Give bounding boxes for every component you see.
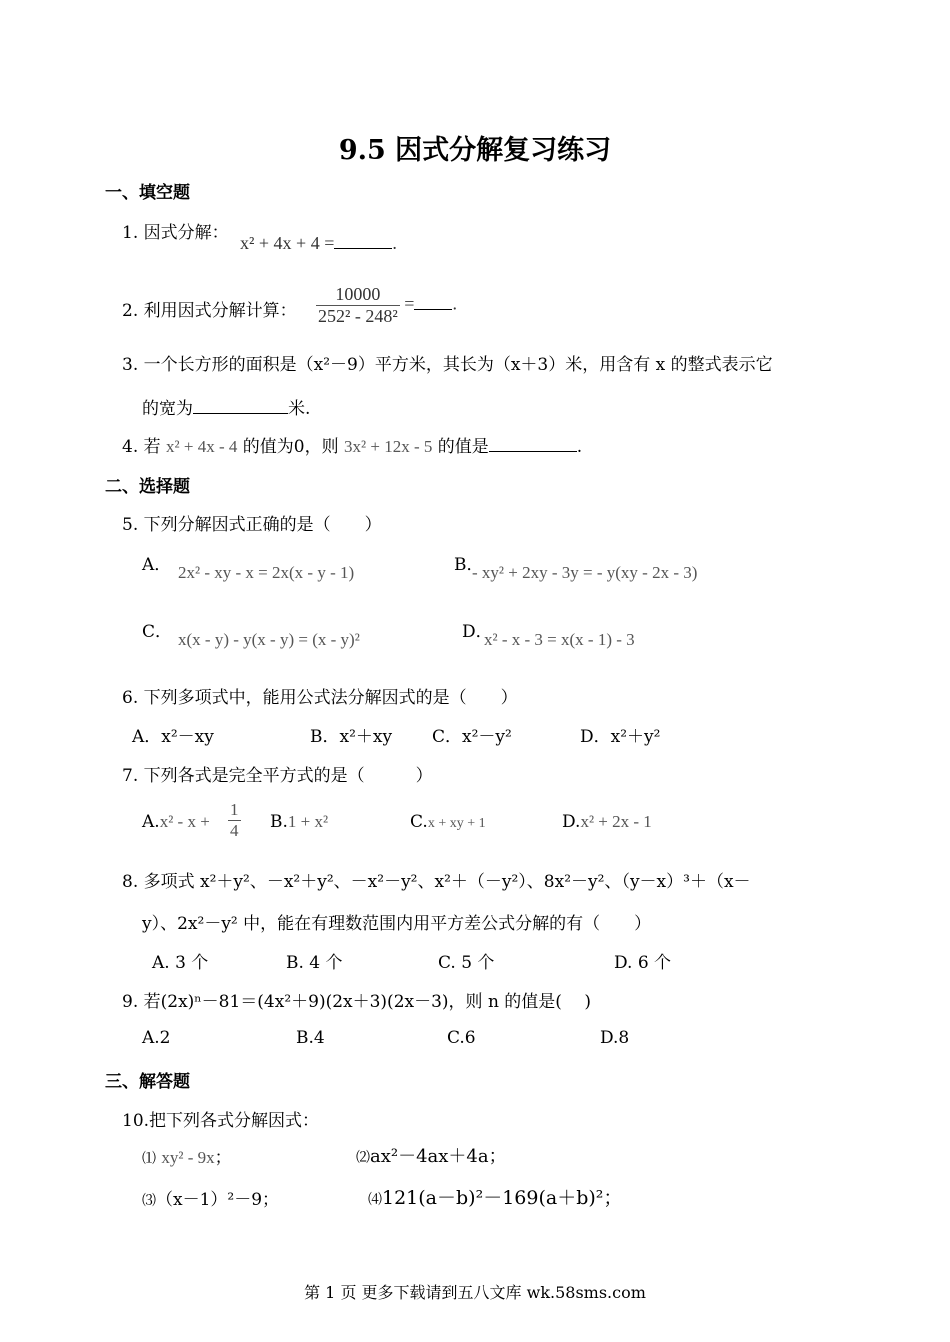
- question-6-stem: 6. 下列多项式中，能用公式法分解因式的是（ ）: [122, 688, 518, 708]
- question-5-option-d-label[interactable]: D．: [462, 622, 493, 642]
- question-7-option-a-expr: x² - x +: [159, 812, 210, 831]
- question-10-part-1-label: ⑴: [142, 1151, 156, 1167]
- question-7-option-c-label: C.: [410, 812, 428, 832]
- question-10-part-1-expr: xy² - 9x: [161, 1148, 215, 1167]
- question-1-expr-text: x² + 4x + 4 =: [240, 233, 335, 253]
- question-10-part-3: [142, 1185, 279, 1210]
- question-3-line-2-prefix: 的宽为: [142, 399, 193, 419]
- question-4-expression-2: 3x² + 12x - 5: [344, 437, 433, 456]
- question-4-answer-blank[interactable]: [489, 435, 577, 452]
- section-heading-multiple-choice: 二、选择题: [105, 477, 190, 497]
- question-9-option-b[interactable]: B.4: [296, 1028, 325, 1048]
- question-10-part-2-label: ⑵: [356, 1150, 370, 1166]
- section-heading-problems: 三、解答题: [105, 1072, 190, 1092]
- question-9-option-d[interactable]: D.8: [600, 1028, 630, 1048]
- question-5-option-b[interactable]: - xy² + 2xy - 3y = - y(xy - 2x - 3): [472, 563, 698, 582]
- question-8-option-a[interactable]: A. 3 个: [152, 953, 209, 973]
- question-1-suffix: .: [392, 233, 397, 253]
- question-9-option-a[interactable]: A.2: [142, 1028, 171, 1048]
- question-5-option-c-label[interactable]: C．: [142, 622, 173, 642]
- question-7-option-d-label: D.: [562, 812, 581, 832]
- question-4-prefix: 4. 若: [122, 437, 161, 457]
- question-2-suffix: .: [452, 293, 457, 314]
- question-5-stem: 5. 下列分解因式正确的是（ ）: [122, 515, 382, 535]
- question-10-part-2: [356, 1142, 507, 1168]
- question-7-option-b-label: B.: [270, 812, 288, 832]
- question-4-middle: 的值为0，则: [242, 437, 339, 457]
- question-10-part-4-label: ⑷: [368, 1192, 382, 1208]
- question-10-part-4-expr: 121(a－b)²－169(a＋b)²；: [382, 1187, 623, 1209]
- question-1-prefix: 1. 因式分解：: [122, 223, 229, 243]
- question-7-option-d[interactable]: [562, 812, 652, 832]
- question-3-answer-blank[interactable]: [193, 397, 288, 414]
- section-heading-fill-in: 一、填空题: [105, 183, 190, 203]
- question-8-line-2: y）、2x²－y² 中，能在有理数范围内用平方差公式分解的有（ ）: [142, 914, 652, 934]
- question-10-part-2-expr: ax²－4ax＋4a；: [370, 1146, 507, 1167]
- question-7-option-b-expr: 1 + x²: [287, 812, 329, 831]
- question-4-end: .: [576, 437, 583, 457]
- question-7-option-a[interactable]: [142, 812, 210, 832]
- question-4-expression-1: x² + 4x - 4: [166, 437, 238, 456]
- question-7-option-a-fraction: [228, 800, 241, 841]
- question-10-part-3-expr: （x－1）²－9；: [156, 1190, 280, 1210]
- question-10-part-4: [368, 1183, 622, 1210]
- question-2-numerator: 10000: [316, 284, 400, 306]
- question-2-answer-blank[interactable]: [414, 293, 452, 310]
- question-2-prefix: 2. 利用因式分解计算：: [122, 301, 297, 321]
- question-2-equals: =: [404, 293, 415, 314]
- question-5-option-a-label[interactable]: A．: [142, 555, 172, 575]
- question-8-option-b[interactable]: B. 4 个: [286, 953, 343, 973]
- question-4: [122, 432, 582, 457]
- page-title: 9.5 因式分解复习练习: [338, 135, 612, 166]
- question-5-option-b-label[interactable]: B．: [454, 555, 484, 575]
- question-3-line-1: 3. 一个长方形的面积是（x²－9）平方米，其长为（x＋3）米，用含有 x 的整式表示它: [122, 355, 773, 375]
- question-10-part-3-label: ⑶: [142, 1193, 156, 1209]
- question-5-option-d[interactable]: x² - x - 3 = x(x - 1) - 3: [484, 630, 635, 649]
- question-2-expression: [316, 284, 457, 327]
- question-8-option-d[interactable]: D. 6 个: [614, 953, 672, 973]
- question-3-line-2: [142, 394, 310, 419]
- question-1: [122, 218, 229, 243]
- question-8-option-c[interactable]: C. 5 个: [438, 953, 495, 973]
- question-3-line-2-suffix: 米.: [288, 399, 311, 419]
- question-6-option-d[interactable]: D．x²＋y²: [580, 727, 661, 747]
- question-6-option-c[interactable]: C．x²－y²: [432, 727, 512, 747]
- question-7-option-c-expr: x + xy + 1: [427, 816, 486, 831]
- question-4-suffix: 的值是: [437, 437, 489, 457]
- question-7-option-c[interactable]: [410, 812, 486, 832]
- question-5-option-c[interactable]: x(x - y) - y(x - y) = (x - y)²: [178, 630, 360, 649]
- page-footer: 第 1 页 更多下载请到五八文库 wk.58sms.com: [304, 1283, 646, 1302]
- question-2-fraction: [316, 284, 400, 327]
- question-1-answer-blank[interactable]: [334, 232, 392, 249]
- question-7-option-d-expr: x² + 2x - 1: [580, 812, 652, 831]
- question-7-fraction-numerator: 1: [230, 800, 239, 819]
- question-9-stem: 9. 若(2x)ⁿ－81＝(4x²＋9)(2x＋3)(2x－3)，则 n 的值是( ): [122, 992, 591, 1012]
- question-8-line-1: 8. 多项式 x²＋y²、－x²＋y²、－x²－y²、x²＋（－y²）、8x²－y²、（y－x）³＋（x－: [122, 872, 751, 892]
- question-10-part-1-end: ；: [214, 1148, 232, 1168]
- question-6-option-a[interactable]: A．x²－xy: [132, 727, 214, 747]
- question-10-stem: 10.把下列各式分解因式：: [122, 1111, 320, 1131]
- question-7-option-b[interactable]: [270, 812, 328, 832]
- question-5-option-a[interactable]: 2x² - xy - x = 2x(x - y - 1): [178, 563, 355, 582]
- question-7-option-a-label: A.: [142, 812, 160, 832]
- question-2-denominator: 252² - 248²: [318, 306, 398, 326]
- question-10-part-1: [142, 1143, 232, 1168]
- question-7-fraction-denominator: 4: [230, 821, 239, 840]
- question-1-expression: [240, 232, 397, 254]
- question-6-option-b[interactable]: B．x²＋xy: [310, 727, 393, 747]
- question-9-option-c[interactable]: C.6: [447, 1028, 476, 1048]
- question-7-stem: 7. 下列各式是完全平方式的是（ ）: [122, 766, 433, 786]
